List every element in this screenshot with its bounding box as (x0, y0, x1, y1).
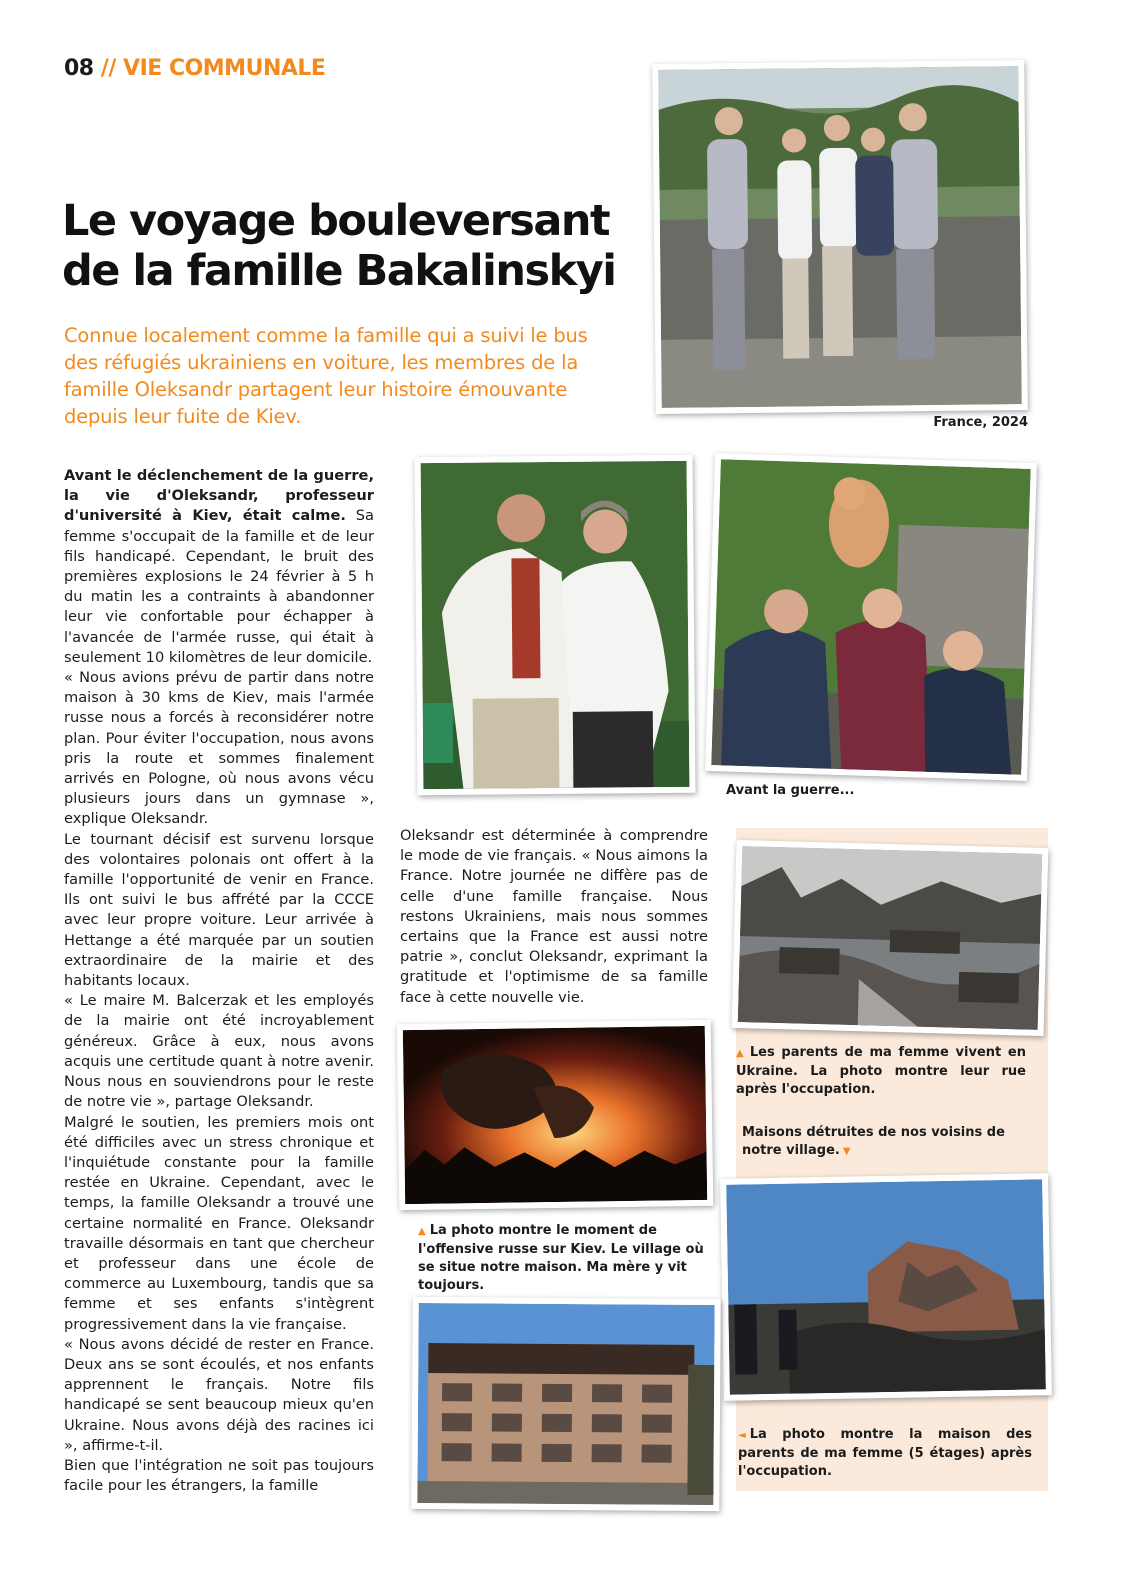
children-photo-image (711, 459, 1030, 775)
fire-photo-image (403, 1026, 707, 1204)
caption-up-marker-icon: ▲ (736, 1048, 746, 1059)
title-line-2: de la famille Bakalinskyi (62, 246, 616, 296)
caption-neighbors-houses (742, 1124, 1032, 1161)
destroyed-house-photo-image (726, 1179, 1046, 1394)
burned-building-photo (411, 1297, 720, 1511)
destroyed-house-photo (720, 1173, 1052, 1401)
caption-before-war: Avant la guerre... (726, 783, 855, 798)
caption-left-marker-icon: ◄ (738, 1430, 746, 1441)
article-lead: Connue localement comme la famille qui a suivi le bus des réfugiés ukrainiens en voiture, les membres de la famille Oleksandr partagent leur histoire émouvante depuis leur fuite de Kiev. (64, 324, 588, 428)
paragraph-1-rest: Sa femme s'occupait de la famille et de leur fils handicapé. Cependant, le bruit des premières explosions le 24 février à 5 h du matin les a contraints à abandonner leur vie confortable pour échapper à l'avancée de l'armée russe, qui était à seulement 10 kilomètres de leur domicile. (64, 507, 374, 666)
title-line-1: Le voyage bouleversant (62, 196, 610, 246)
caption-parents-building (738, 1426, 1032, 1481)
paragraph-2: « Nous avions prévu de partir dans notre maison à 30 kms de Kiev, mais l'armée russe nous a forcés à reconsidérer notre plan. Pour éviter l'occupation, nous avons pris la route et sommes finalement arrivés en Pologne, où nous avons vécu plusieurs jours dans un gymnase », explique Oleksandr. (64, 669, 374, 828)
children-photo (705, 453, 1037, 781)
couple-photo-image (421, 461, 690, 789)
paragraph-3: Le tournant décisif est survenu lorsque des volontaires polonais ont offert à la famille l'opportunité de venir en France. Ils ont suivi le bus affrété par la CCCE avec leur propre voiture. Leur arrivée à Hettange a été marquée par un soutien extraordinaire de la mairie et des habitants locaux. (64, 830, 374, 990)
family-photo (652, 60, 1028, 414)
page-header (64, 56, 325, 81)
article-title (62, 196, 622, 296)
paragraph-5: Malgré le soutien, les premiers mois ont été difficiles avec un stress chronique et l'inquiétude constante pour la famille restée en Ukraine. Cependant, avec le temps, la famille Oleksandr a trouvé une certaine normalité en France. Oleksandr travaille désormais en tant que chercheur et professeur dans une école de commerce au Luxembourg, tandis que sa femme et ses enfants s'intègrent progressivement dans la vie française. (64, 1113, 374, 1333)
intro-bold: Avant le déclenchement de la guerre, la vie d'Oleksandr, professeur d'université à Kiev, était calme. (64, 467, 374, 525)
paragraph-4: « Le maire M. Balcerzak et les employés de la mairie ont été incroyablement généreux. Grâce à eux, nous avons acquis une certitude quant à notre avenir. Nous nous en souviendrons pour le reste de notre vie », partage Oleksandr. (64, 992, 374, 1111)
page-number: 08 (64, 56, 94, 81)
paragraph-1 (64, 466, 374, 668)
article-column-1 (64, 466, 374, 1506)
section-name: VIE COMMUNALE (123, 56, 326, 81)
destroyed-street-photo-image (738, 846, 1043, 1030)
caption-family-photo: France, 2024 (933, 415, 1028, 430)
caption-parents-street (736, 1044, 1026, 1099)
destroyed-street-photo (732, 840, 1049, 1036)
couple-photo (415, 455, 696, 795)
caption-up-marker-icon: ▲ (418, 1226, 426, 1237)
paragraph-6: « Nous avons décidé de rester en France. Deux ans se sont écoulés, et nos enfants apprennent le français. Notre fils handicapé se sent beaucoup mieux qu'en Ukraine. Nous avons déjà des racines ici », affirme-t-il. (64, 1335, 374, 1454)
caption-offensive (418, 1222, 714, 1295)
header-separator: // (100, 56, 116, 81)
article-column-2: Oleksandr est déterminée à comprendre le mode de vie français. « Nous aimons la France. Notre journée ne diffère pas de celle d'une famille française. Nous restons Ukrainiens, mais nous sommes certains que la France est aussi notre patrie », conclut Oleksandr, exprimant la gratitude et l'optimisme de sa famille face à cette nouvelle vie. (400, 827, 708, 1006)
caption-down-marker-icon: ▼ (842, 1146, 851, 1157)
paragraph-7: Bien que l'intégration ne soit pas toujours facile pour les étrangers, la famille (64, 1456, 374, 1495)
family-photo-image (658, 66, 1022, 408)
burned-building-photo-image (417, 1303, 714, 1505)
caption-neighbors-houses-text: Maisons détruites de nos voisins de notre village. (742, 1125, 1005, 1158)
caption-parents-street-text: Les parents de ma femme vivent en Ukraine. La photo montre leur rue après l'occupation. (736, 1045, 1026, 1097)
caption-parents-building-text: La photo montre la maison des parents de ma femme (5 étages) après l'occupation. (738, 1427, 1032, 1479)
caption-offensive-text: La photo montre le moment de l'offensive russe sur Kiev. Le village où se situe notre maison. Ma mère y vit toujours. (418, 1223, 704, 1293)
fire-photo (397, 1020, 714, 1210)
